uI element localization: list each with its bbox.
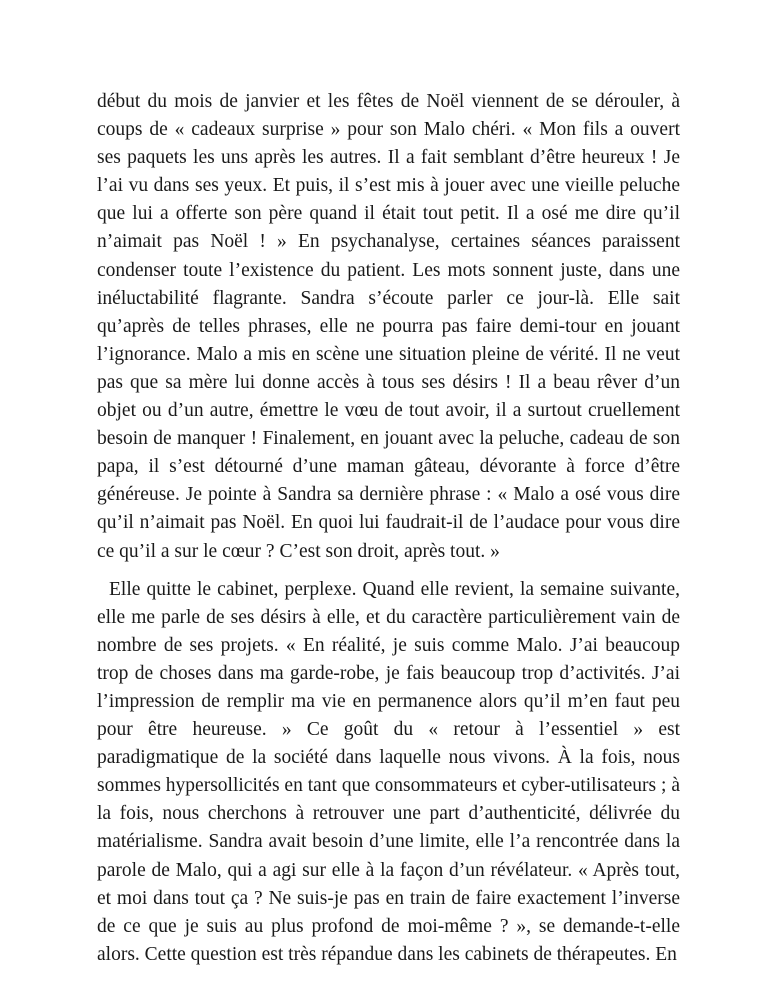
- page-body: [97, 88, 680, 969]
- paragraph-1: début du mois de janvier et les fêtes de Noël viennent de se dérouler, à coups de « cadeaux surprise » pour son Malo chéri. « Mon fils a ouvert ses paquets les uns après les autres. Il a fait semblant d’être heureux ! Je l’ai vu dans ses yeux. Et puis, il s’est mis à jouer avec une vieille peluche que lui a offerte son père quand il était tout petit. Il a osé me dire qu’il n’aimait pas Noël ! » En psychanalyse, certaines séances paraissent condenser toute l’existence du patient. Les mots sonnent juste, dans une inéluctabilité flagrante. Sandra s’écoute parler ce jour-là. Elle sait qu’après de telles phrases, elle ne pourra pas faire demi-tour en jouant l’ignorance. Malo a mis en scène une situation pleine de vérité. Il ne veut pas que sa mère lui donne accès à tous ses désirs ! Il a beau rêver d’un objet ou d’un autre, émettre le vœu de tout avoir, il a surtout cruellement besoin de manquer ! Finalement, en jouant avec la peluche, cadeau de son papa, il s’est détourné d’une maman gâteau, dévorante à force d’être généreuse. Je pointe à Sandra sa dernière phrase : « Malo a osé vous dire qu’il n’aimait pas Noël. En quoi lui faudrait-il de l’audace pour vous dire ce qu’il a sur le cœur ? C’est son droit, après tout. »: [97, 91, 680, 562]
- paragraph-2: Elle quitte le cabinet, perplexe. Quand elle revient, la semaine suivante, elle me parle de ses désirs à elle, et du caractère particulièrement vain de nombre de ses projets. « En réalité, je suis comme Malo. J’ai beaucoup trop de choses dans ma garde-robe, je fais beaucoup trop d’activités. J’ai l’impression de remplir ma vie en permanence alors qu’il m’en faut peu pour être heureuse. » Ce goût du « retour à l’essentiel » est paradigmatique de la société dans laquelle nous vivons. À la fois, nous sommes hypersollicités en tant que consommateurs et cyber-utilisateurs ; à la fois, nous cherchons à retrouver une part d’authenticité, délivrée du matérialisme. Sandra avait besoin d’une limite, elle l’a rencontrée dans la parole de Malo, qui a agi sur elle à la façon d’un révélateur. « Après tout, et moi dans tout ça ? Ne suis-je pas en train de faire exactement l’inverse de ce que je suis au plus profond de moi-même ? », se demande-t-elle alors. Cette question est très répandue dans les cabinets de thérapeutes. En: [97, 578, 680, 965]
